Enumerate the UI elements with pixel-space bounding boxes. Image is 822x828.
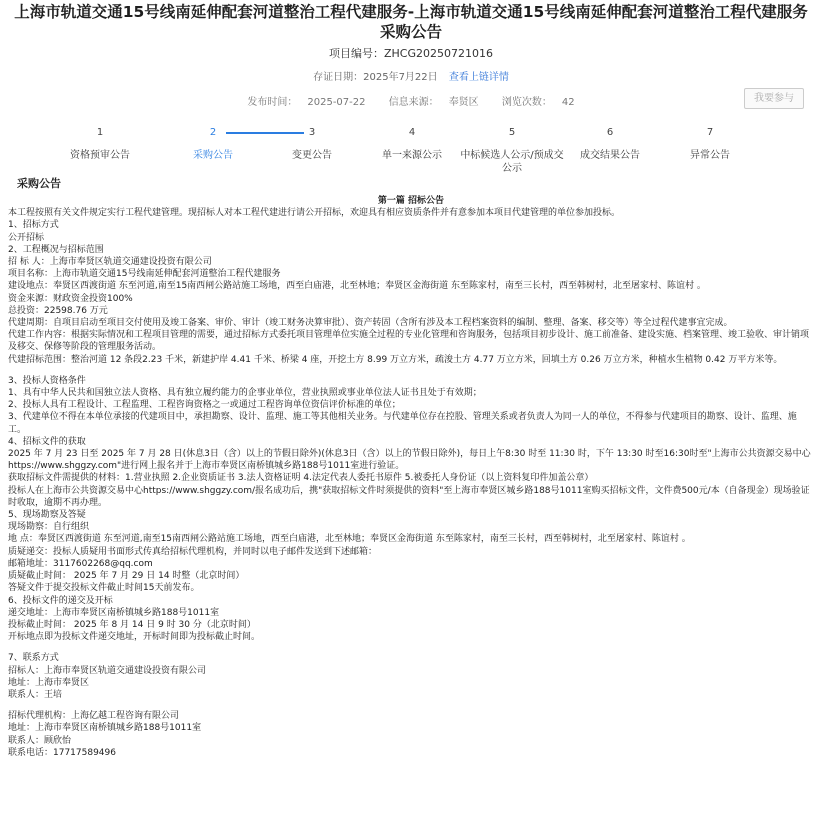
text-line: 总投资：22598.76 万元 [8,305,108,316]
step-single-source[interactable] [362,126,462,162]
text-line: 代建周期：自项目启动至项目交付使用及竣工备案、审价、审计（竣工财务决算审批）、资产转固（含所有涉及本工程档案资料的编制、整理、备案、移交等）等全过程代建事宜完成。 [8,318,733,329]
text-line: 代建招标范围：整治河道 12 条段2.23 千米，新建护岸 4.41 千米、桥梁 4 座，开挖土方 8.99 万立方米，疏浚土方 4.77 万立方米，回填土方 0.26 万立方米，种植水生植物 0.42 万平方米等。 [8,354,783,365]
text-line: 3、投标人资格条件 [8,375,86,386]
text-line: 项目名称：上海市轨道交通15号线南延伸配套河道整治工程代建服务 [8,269,281,280]
text-line: 联系电话：17717589496 [8,747,116,758]
text-line: 邮箱地址：3117602268@qq.com [8,558,153,569]
text-line: 5、现场勘察及答疑 [8,510,86,521]
text-line: 公开招标 [8,232,45,243]
project-number-value: ZHCG20250721016 [384,47,493,60]
step-label: 变更公告 [292,150,332,161]
project-number-label: 项目编号： [329,47,384,60]
text-line: 招标人：上海市奉贤区轨道交通建设投资有限公司 [8,665,207,676]
view-count: 浏览次数： 42 [501,97,575,108]
text-line: 招标代理机构：上海亿越工程咨询有限公司 [8,711,180,722]
text-line: 1、具有中华人民共和国独立法人资格、具有独立履约能力的企事业单位，营业执照或事业单位法人证书且处于有效期； [8,388,482,399]
deposit-info [0,68,822,83]
text-line: 本工程按照有关文件规定实行工程代建管理。现招标人对本工程代建进行请公开招标，欢迎具有相应资质条件并有意参加本项目代建管理的单位参加投标。 [8,208,621,219]
announcement-lines [8,207,814,759]
text-line: 资金来源：财政资金投资100% [8,293,133,304]
join-button[interactable]: 我要参与 [744,88,804,109]
chapter-title: 第一篇 招标公告 [377,196,445,206]
text-line: 获取招标文件需提供的材料：1.营业执照 2.企业资质证书 3.法人资格证明 4.法定代表人委托书原件 5.被委托人身份证（以上资料复印件加盖公章） [8,473,594,484]
text-line: 2、工程概况与招标范围 [8,244,104,255]
text-line: 投标人在上海市公共资源交易中心https://www.shggzy.com/报名成功后，携"获取招标文件时须提供的资料"至上海市奉贤区城乡路188号1011室购买招标文件，文件费500元/本（自备现金）现场验证时收取，逾期不再办理。 [8,485,810,508]
step-number: 5 [508,127,516,138]
text-line: 地 点：奉贤区西渡街道 东至河道,南至15南西闸公路站施工场地，西至白庙港，北至林地；奉贤区金海街道 东至陈家村，南至三长村，西至韩树村，北至屠家村、陈谊村 。 [8,534,691,545]
chain-detail-link[interactable]: 查看上链详情 [448,72,509,83]
paragraph-gap [8,366,814,375]
text-line: 招 标 人：上海市奉贤区轨道交通建设投资有限公司 [8,257,212,268]
step-number: 7 [706,127,714,138]
text-line: 6、投标文件的递交及开标 [8,595,113,606]
announcement-body [8,195,814,759]
step-label: 采购公告 [193,150,233,161]
publish-meta [0,93,822,108]
step-label: 成交结果公告 [580,150,640,161]
step-number: 2 [209,127,217,138]
project-number [0,45,822,61]
text-line: 现场勘察：自行组织 [8,522,90,533]
step-result[interactable] [560,126,660,162]
step-label: 异常公告 [690,150,730,161]
step-abnormal[interactable] [660,126,760,162]
step-number: 1 [96,127,104,138]
text-line: 答疑文件于提交投标文件截止时间15天前发布。 [8,583,200,594]
step-label: 单一来源公示 [382,150,442,161]
page-title: 上海市轨道交通15号线南延伸配套河道整治工程代建服务-上海市轨道交通15号线南延伸配套河道整治工程代建服务采购公告 [14,3,808,41]
text-line: 递交地址：上海市奉贤区南桥镇城乡路188号1011室 [8,607,220,618]
text-line: 2、投标人具有工程设计、工程监理、工程咨询资格之一或通过工程咨询单位资信评价标准的单位； [8,400,401,411]
paragraph-gap [8,643,814,652]
text-line: 质疑递交：投标人质疑用书面形式传真给招标代理机构，并同时以电子邮件发送到下述邮箱： [8,546,378,557]
publish-time: 发布时间： 2025-07-22 [247,97,366,108]
step-label: 资格预审公告 [70,150,130,161]
text-line: 代建工作内容：根据实际情况和工程项目管理的需要，通过招标方式委托项目管理单位实施全过程的专业化管理和咨询服务，包括项目初步设计、施工前准备、建设实施、档案管理、竣工验收、审计销项及移交、保修等阶段的管理服务活动。 [8,330,810,353]
text-line: 地址：上海市奉贤区南桥镇城乡路188号1011室 [8,723,202,734]
process-steps [50,126,760,176]
text-line: 3、代建单位不得在本单位承接的代建项目中，承担勘察、设计、监理、施工等其他相关业务。与代建单位存在控股、管理关系或者负责人为同一人的单位，不得参与代建项目的勘察、设计、监理、施工。 [8,412,797,435]
text-line: 地址：上海市奉贤区 [8,677,90,688]
step-candidates[interactable] [457,126,567,175]
step-number: 4 [408,127,416,138]
text-line: 建设地点：奉贤区西渡街道 东至河道,南至15南西闸公路站施工场地，西至白庙港，北至林地；奉贤区金海街道 东至陈家村，南至三长村，西至韩树村，北至屠家村、陈谊村 。 [8,281,706,292]
text-line: 1、招标方式 [8,220,59,231]
text-line: 投标截止时间： 2025 年 8 月 14 日 9 时 30 分（北京时间） [8,619,256,630]
info-source: 信息来源： 奉贤区 [388,97,479,108]
paragraph-gap [8,701,814,710]
text-line: 联系人：王培 [8,689,63,700]
step-number: 6 [606,127,614,138]
deposit-label: 存证日期： [313,72,364,83]
step-procurement[interactable] [163,126,263,162]
step-number: 3 [308,127,316,138]
text-line: 开标地点即为投标文件递交地址，开标时间即为投标截止时间。 [8,632,261,643]
step-prequalification[interactable] [50,126,150,162]
step-change[interactable] [262,126,362,162]
step-label: 中标候选人公示/预成交公示 [460,150,564,174]
text-line: 7、联系方式 [8,653,59,664]
text-line: 质疑截止时间： 2025 年 7 月 29 日 14 时整（北京时间） [8,571,245,582]
text-line: 4、招标文件的获取 [8,436,86,447]
text-line: 联系人：顾欣怡 [8,735,72,746]
section-title: 采购公告 [17,177,61,190]
deposit-date: 2025年7月22日 [363,72,438,83]
text-line: 2025 年 7 月 23 日至 2025 年 7 月 28 日(休息3日（含）以上的节假日除外)(休息3日（含）以上的节假日除外)，每日上午8:30 时至 11:30 时，下午 13:30 时至16:30时至"上海市公共资源交易中心 https://www.shggzy.com"进行网上报名并于上海市奉贤区南桥镇城乡路188号1011室进行验证。 [8,449,811,472]
